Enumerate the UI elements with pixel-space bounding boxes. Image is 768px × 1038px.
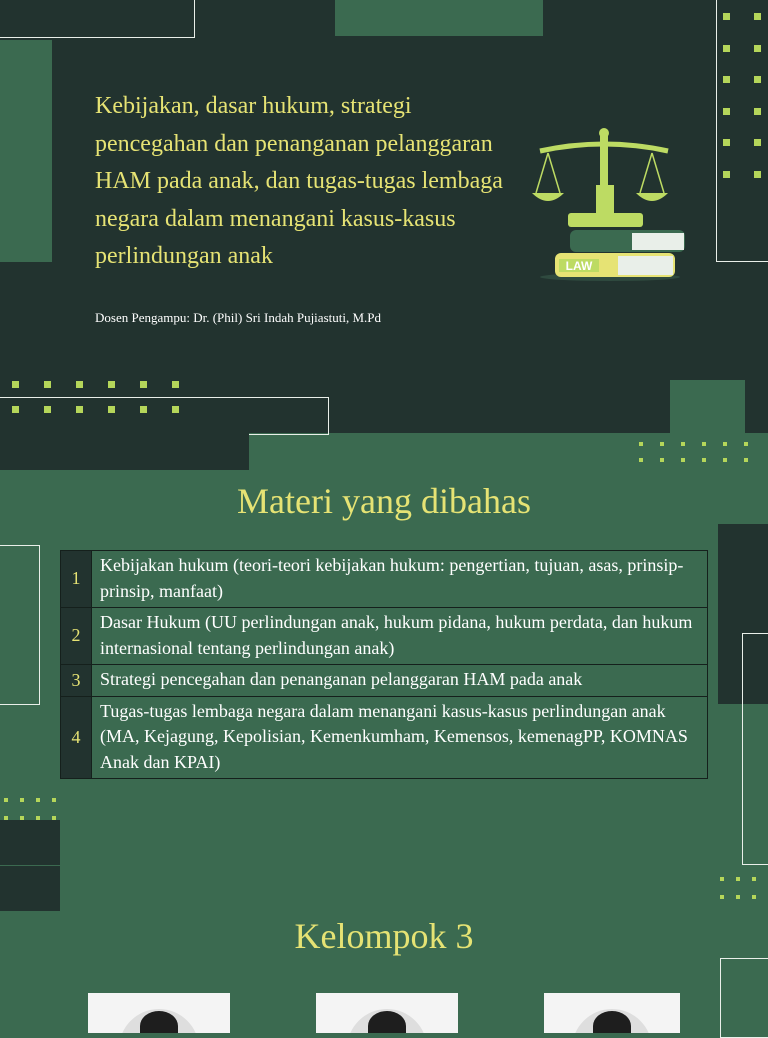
table-row <box>61 665 708 697</box>
topics-table <box>60 550 708 779</box>
row-number: 4 <box>61 696 92 779</box>
decor-outline <box>742 633 768 865</box>
topics-title: Materi yang dibahas <box>237 481 531 521</box>
decor-rect <box>0 433 249 470</box>
scales-of-justice-icon <box>530 125 690 285</box>
decor-outline <box>720 958 768 1038</box>
decor-outline <box>0 545 40 705</box>
decor-outline <box>0 0 195 38</box>
decor-rect <box>335 0 543 36</box>
member-avatar-card <box>316 993 458 1033</box>
row-text: Tugas-tugas lembaga negara dalam menangani kasus-kasus perlindungan anak (MA, Kejagung, Kepolisian, Kemenkumham, Kemensos, kemenagPP, KOMNAS Anak dan KPAI) <box>92 696 708 779</box>
avatar <box>593 1011 631 1033</box>
row-number: 1 <box>61 551 92 608</box>
group-title: Kelompok 3 <box>294 916 474 956</box>
decor-rect <box>0 40 52 262</box>
row-number: 2 <box>61 608 92 665</box>
decor-rect <box>670 380 745 433</box>
law-label: LAW <box>565 259 593 273</box>
lecturer-label: Dosen Pengampu: Dr. (Phil) Sri Indah Pujiastuti, M.Pd <box>95 310 381 325</box>
table-row <box>61 551 708 608</box>
row-number: 3 <box>61 665 92 697</box>
avatar <box>140 1011 178 1033</box>
table-row <box>61 696 708 779</box>
page-title: Kebijakan, dasar hukum, strategi pencegahan dan penanganan pelanggaran HAM pada anak, dan tugas-tugas lembaga negara dalam menangani kasus-kasus perlindungan anak <box>95 93 503 269</box>
dot-grid <box>723 13 761 178</box>
member-avatar-card <box>88 993 230 1033</box>
row-text: Strategi pencegahan dan penanganan pelanggaran HAM pada anak <box>92 665 708 697</box>
decor-rect <box>0 865 60 911</box>
row-text: Kebijakan hukum (teori-teori kebijakan hukum: pengertian, tujuan, asas, prinsip-prinsip, manfaat) <box>92 551 708 608</box>
avatar <box>368 1011 406 1033</box>
decor-outline <box>0 397 329 435</box>
dot-grid <box>639 442 748 462</box>
member-avatar-card <box>544 993 680 1033</box>
dot-grid <box>720 877 768 899</box>
row-text: Dasar Hukum (UU perlindungan anak, hukum pidana, hukum perdata, dan hukum internasional tentang perlindungan anak) <box>92 608 708 665</box>
table-row <box>61 608 708 665</box>
